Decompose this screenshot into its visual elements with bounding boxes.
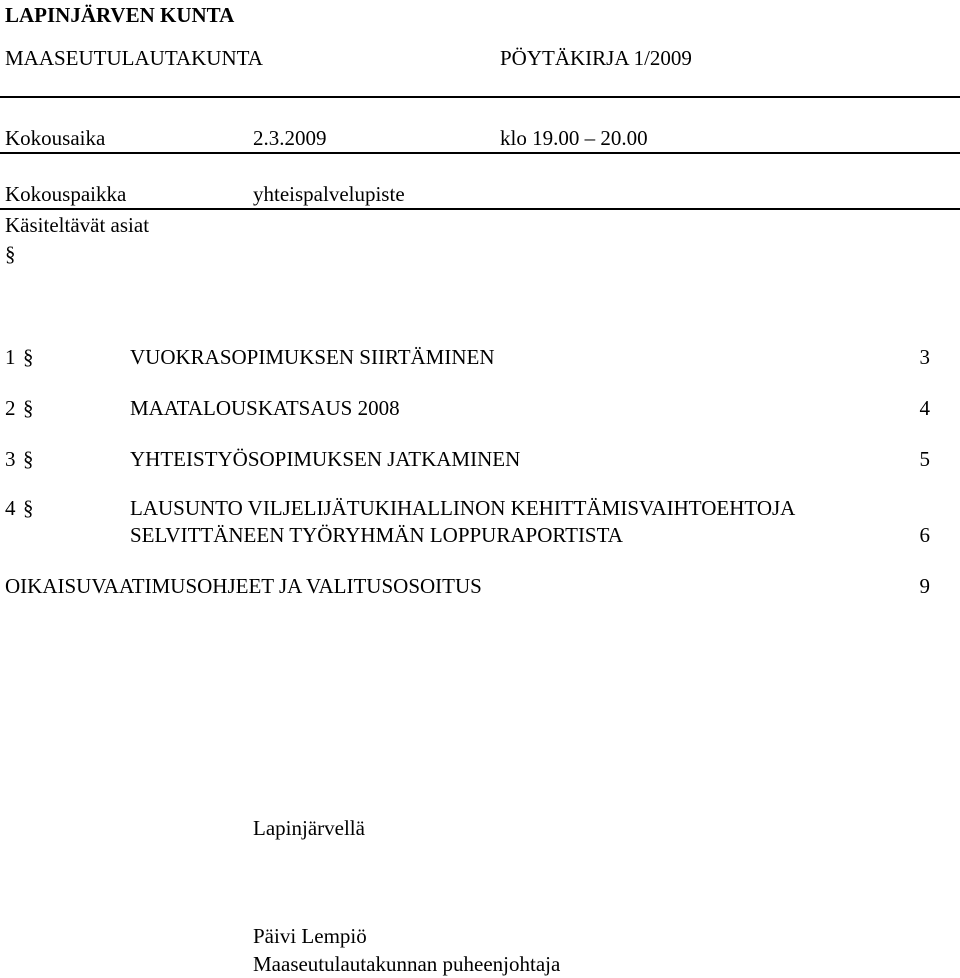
document-title: PÖYTÄKIRJA 1/2009: [500, 46, 692, 70]
agenda-item-number: 1: [5, 345, 16, 369]
items-label: Käsiteltävät asiat: [5, 213, 150, 237]
agenda-item-title-line2: SELVITTÄNEEN TYÖRYHMÄN LOPPURAPORTISTA: [130, 523, 623, 547]
divider-place: [0, 208, 960, 210]
committee-name: MAASEUTULAUTAKUNTA: [5, 46, 263, 70]
agenda-item-title: YHTEISTYÖSOPIMUKSEN JATKAMINEN: [130, 447, 521, 471]
organization-name: LAPINJÄRVEN KUNTA: [5, 3, 235, 27]
divider-header: [0, 96, 960, 98]
agenda-item-page: 4: [919, 396, 930, 420]
section-symbol: §: [5, 242, 16, 266]
signature-place: Lapinjärvellä: [253, 816, 365, 840]
agenda-item-number: 3: [5, 447, 16, 471]
agenda-item-page: 3: [919, 345, 930, 369]
agenda-item-title: VUOKRASOPIMUKSEN SIIRTÄMINEN: [130, 345, 495, 369]
appeal-page: 9: [919, 574, 930, 598]
signature-name: Päivi Lempiö: [253, 924, 367, 948]
divider-time: [0, 152, 960, 154]
agenda-item-number: 4: [5, 496, 16, 520]
agenda-item-section-symbol: §: [23, 496, 34, 520]
agenda-item-page: 6: [919, 523, 930, 547]
appeal-title: OIKAISUVAATIMUSOHJEET JA VALITUSOSOITUS: [5, 574, 482, 598]
signature-role: Maaseutulautakunnan puheenjohtaja: [253, 952, 561, 976]
agenda-item-number: 2: [5, 396, 16, 420]
meeting-place-label: Kokouspaikka: [5, 182, 127, 206]
agenda-item-section-symbol: §: [23, 447, 34, 471]
meeting-date: 2.3.2009: [253, 126, 327, 150]
meeting-place: yhteispalvelupiste: [253, 182, 405, 206]
meeting-time: klo 19.00 – 20.00: [500, 126, 648, 150]
meeting-time-label: Kokousaika: [5, 126, 106, 150]
agenda-item-title-line1: LAUSUNTO VILJELIJÄTUKIHALLINON KEHITTÄMISVAIHTOEHTOJA: [130, 496, 796, 520]
agenda-item-section-symbol: §: [23, 396, 34, 420]
agenda-item-title: MAATALOUSKATSAUS 2008: [130, 396, 400, 420]
agenda-item-page: 5: [919, 447, 930, 471]
agenda-item-section-symbol: §: [23, 345, 34, 369]
